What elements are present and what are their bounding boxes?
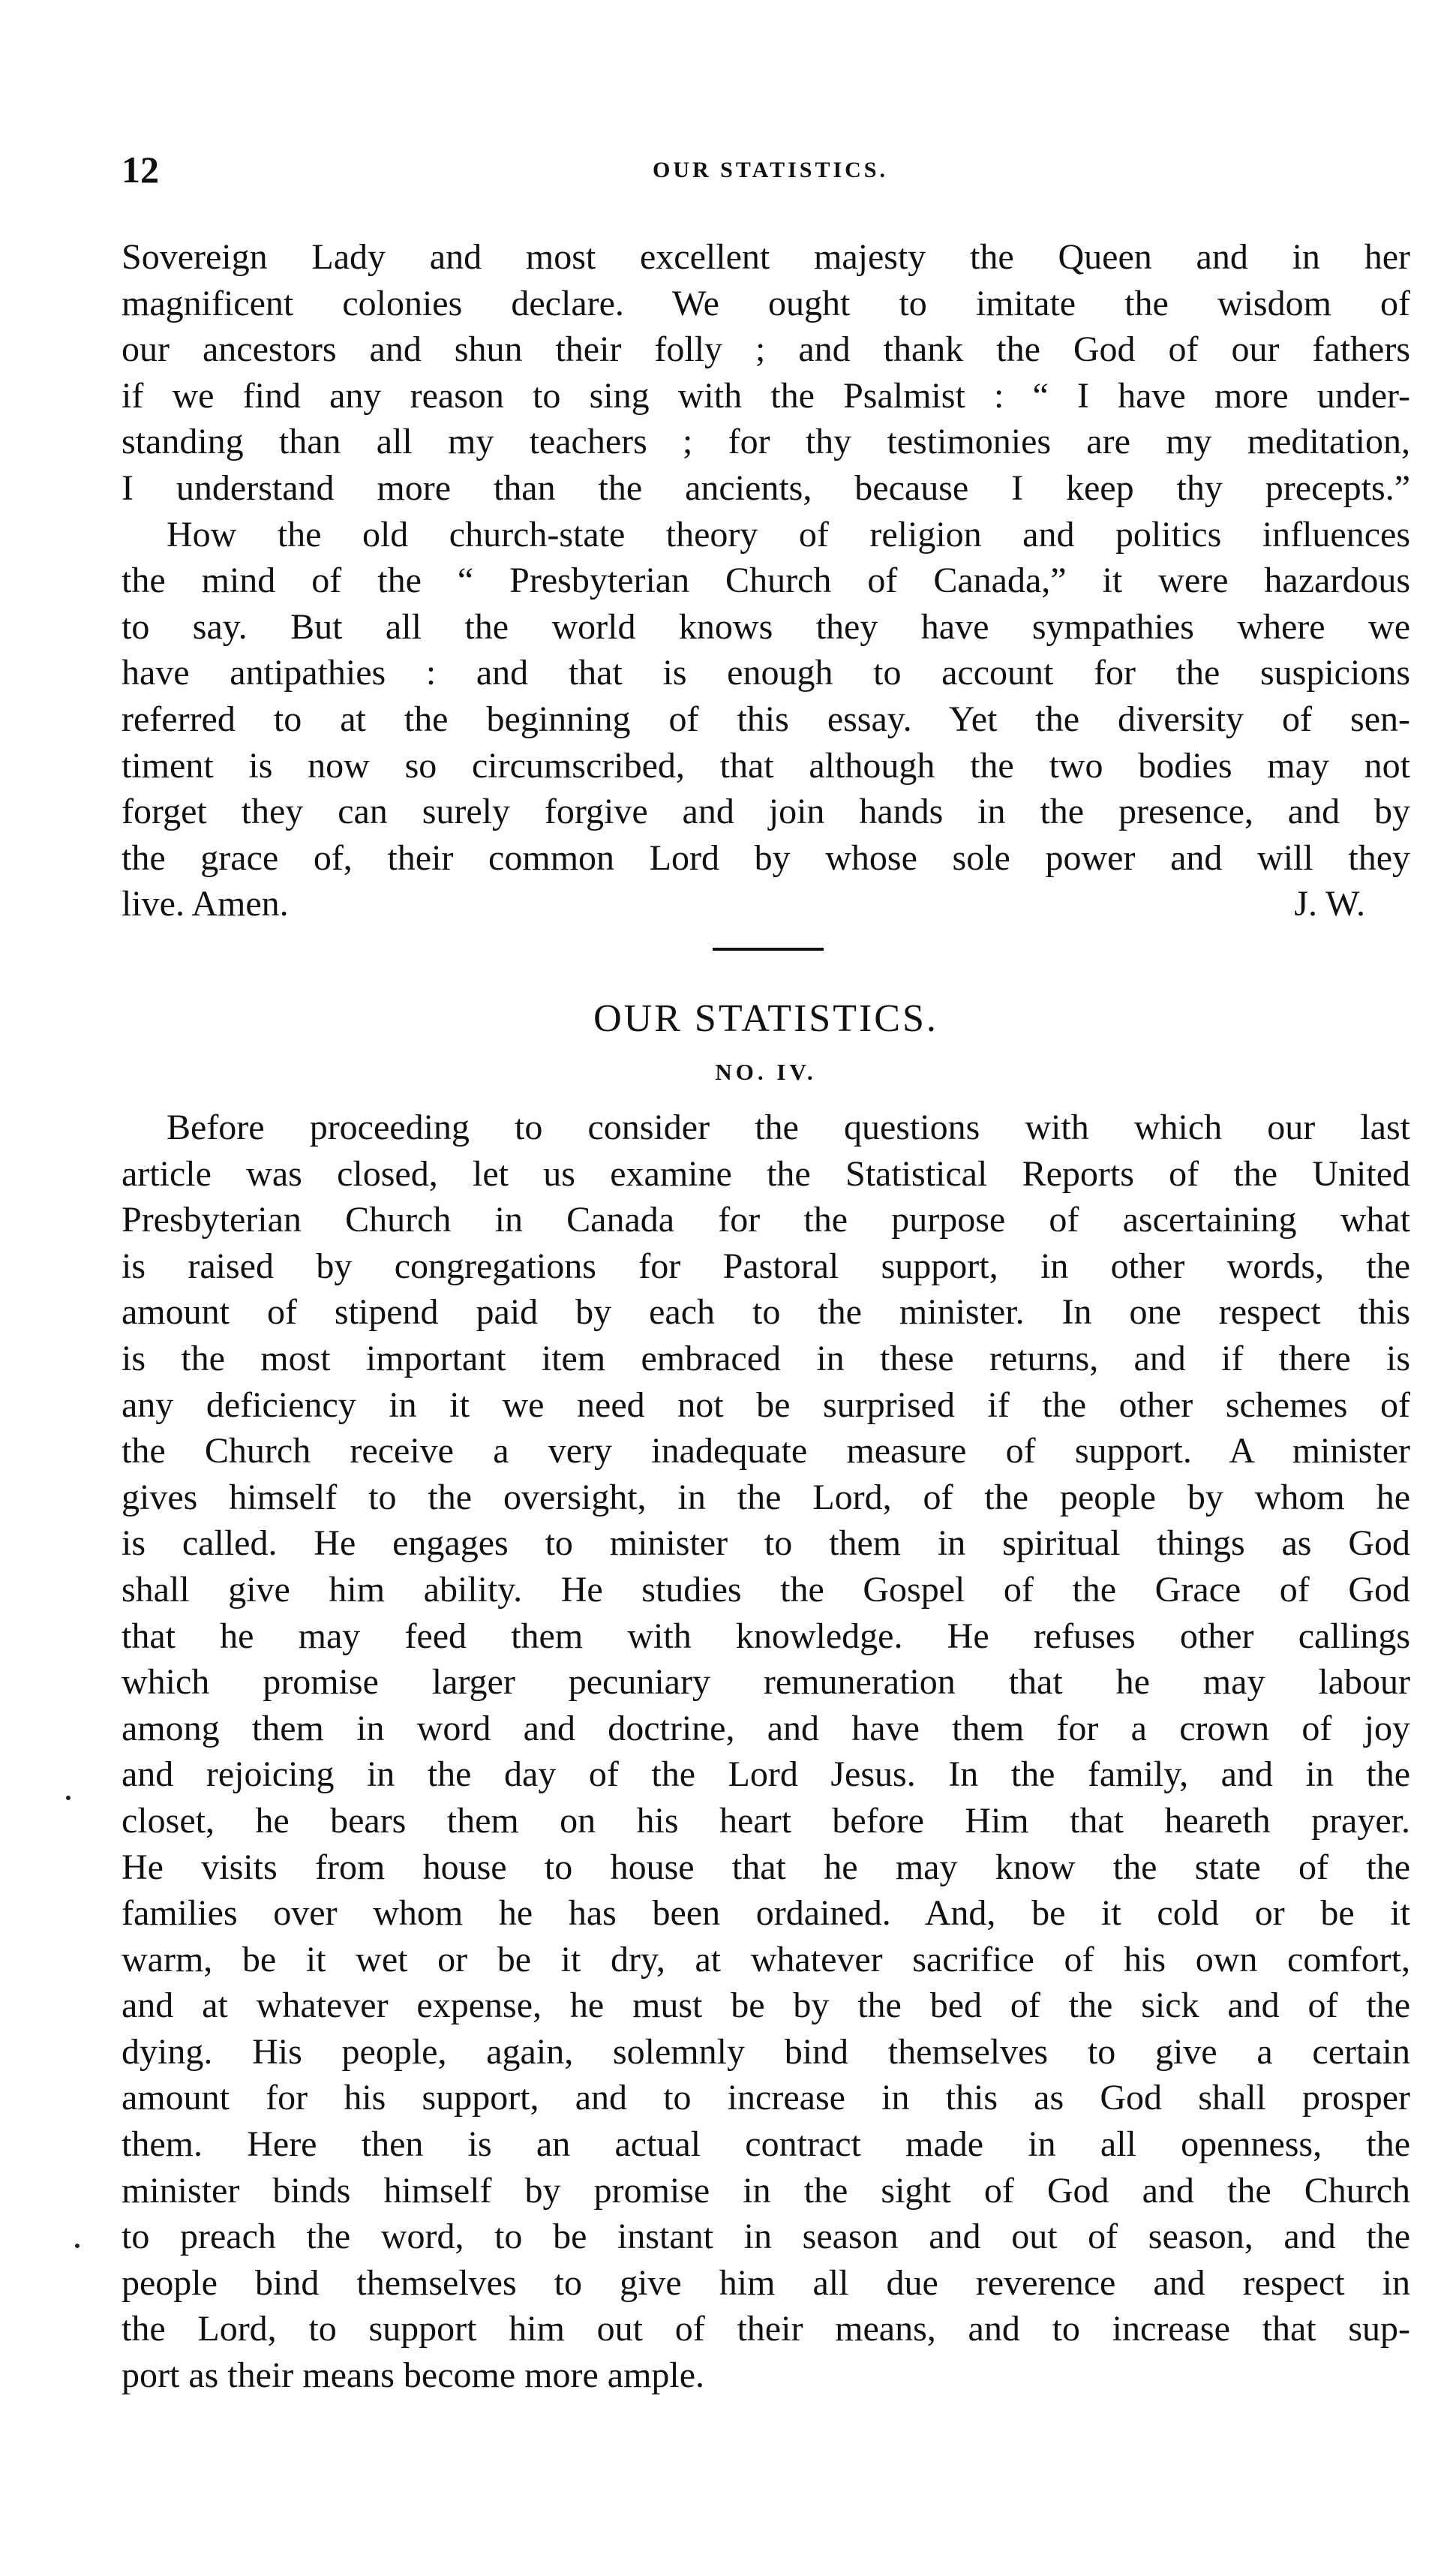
page-number: 12	[122, 149, 159, 191]
paragraph-start-line: How the old church-state theory of religion and politics influences	[167, 514, 1410, 555]
closing-text: live. Amen.	[122, 884, 289, 924]
text-line: is raised by congregations for Pastoral support, in other words, the	[122, 1246, 1410, 1286]
text-line: standing than all my teachers ; for thy testimonies are my meditation,	[122, 422, 1410, 462]
continued-essay-text	[122, 234, 1410, 927]
text-line: is the most important item embraced in these returns, and if there is	[122, 1338, 1410, 1378]
text-line: the grace of, their common Lord by whose sole power and will they	[122, 837, 1410, 878]
text-line: and at whatever expense, he must be by the bed of the sick and of the	[122, 1985, 1410, 2026]
running-header	[122, 147, 1419, 192]
text-line: to preach the word, to be instant in season and out of season, and the	[122, 2217, 1410, 2257]
text-line: our ancestors and shun their folly ; and thank the God of our fathers	[122, 329, 1410, 370]
text-line: He visits from house to house that he may know the state of the	[122, 1847, 1410, 1887]
text-line: that he may feed them with knowledge. He refuses other callings	[122, 1616, 1410, 1656]
text-line: if we find any reason to sing with the Psalmist : “ I have more under-	[122, 375, 1410, 416]
text-line: gives himself to the oversight, in the Lord, of the people by whom he	[122, 1477, 1410, 1517]
article-number: NO. IV.	[715, 1059, 817, 1085]
text-line: I understand more than the ancients, because I keep thy precepts.”	[122, 467, 1410, 508]
text-line: people bind themselves to give him all due reverence and respect in	[122, 2262, 1410, 2303]
print-speck	[75, 2244, 80, 2248]
article-body	[122, 1105, 1410, 2399]
text-line: port as their means become more ample.	[122, 2355, 705, 2396]
author-signature: J. W.	[1294, 884, 1365, 924]
text-line: article was closed, let us examine the Statistical Reports of the United	[122, 1153, 1410, 1194]
text-line: have antipathies : and that is enough to account for the suspicions	[122, 653, 1410, 693]
print-speck	[66, 1796, 71, 1800]
article-title: OUR STATISTICS.	[593, 997, 938, 1040]
text-line: to say. But all the world knows they have sympathies where we	[122, 606, 1410, 647]
text-line: the mind of the “ Presbyterian Church of Canada,” it were hazardous	[122, 561, 1410, 601]
text-line: among them in word and doctrine, and have them for a crown of joy	[122, 1708, 1410, 1748]
closing-line	[122, 881, 1410, 927]
text-line: magnificent colonies declare. We ought to imitate the wisdom of	[122, 283, 1410, 323]
text-line: amount of stipend paid by each to the minister. In one respect this	[122, 1292, 1410, 1333]
text-line: warm, be it wet or be it dry, at whatever sacrifice of his own comfort,	[122, 1939, 1410, 1979]
text-line: shall give him ability. He studies the Gospel of the Grace of God	[122, 1569, 1410, 1610]
text-line: the Lord, to support him out of their means, and to increase that sup-	[122, 2309, 1410, 2349]
paragraph-start-line: Before proceeding to consider the questions with which our last	[167, 1108, 1410, 1147]
text-line: minister binds himself by promise in the sight of God and the Church	[122, 2170, 1410, 2211]
text-line: amount for his support, and to increase in this as God shall prosper	[122, 2078, 1410, 2118]
text-line: forget they can surely forgive and join hands in the presence, and by	[122, 792, 1410, 832]
text-line: which promise larger pecuniary remuneration that he may labour	[122, 1662, 1410, 1703]
text-line: Presbyterian Church in Canada for the purpose of ascertaining what	[122, 1200, 1410, 1240]
running-title: OUR STATISTICS.	[653, 158, 888, 182]
section-divider	[713, 948, 824, 951]
text-line: and rejoicing in the day of the Lord Jesus. In the family, and in the	[122, 1754, 1410, 1795]
text-line: is called. He engages to minister to them in spiritual things as God	[122, 1523, 1410, 1564]
text-line: Sovereign Lady and most excellent majesty the Queen and in her	[122, 237, 1410, 277]
text-line: families over whom he has been ordained. And, be it cold or be it	[122, 1893, 1410, 1934]
text-line: referred to at the beginning of this essay. Yet the diversity of sen-	[122, 699, 1410, 739]
text-line: dying. His people, again, solemnly bind themselves to give a certain	[122, 2031, 1410, 2072]
text-line: closet, he bears them on his heart before Him that heareth prayer.	[122, 1800, 1410, 1841]
text-line: them. Here then is an actual contract made in all openness, the	[122, 2124, 1410, 2165]
text-line: any deficiency in it we need not be surprised if the other schemes of	[122, 1384, 1410, 1425]
text-line: timent is now so circumscribed, that although the two bodies may not	[122, 745, 1410, 786]
text-line: the Church receive a very inadequate measure of support. A minister	[122, 1431, 1410, 1471]
